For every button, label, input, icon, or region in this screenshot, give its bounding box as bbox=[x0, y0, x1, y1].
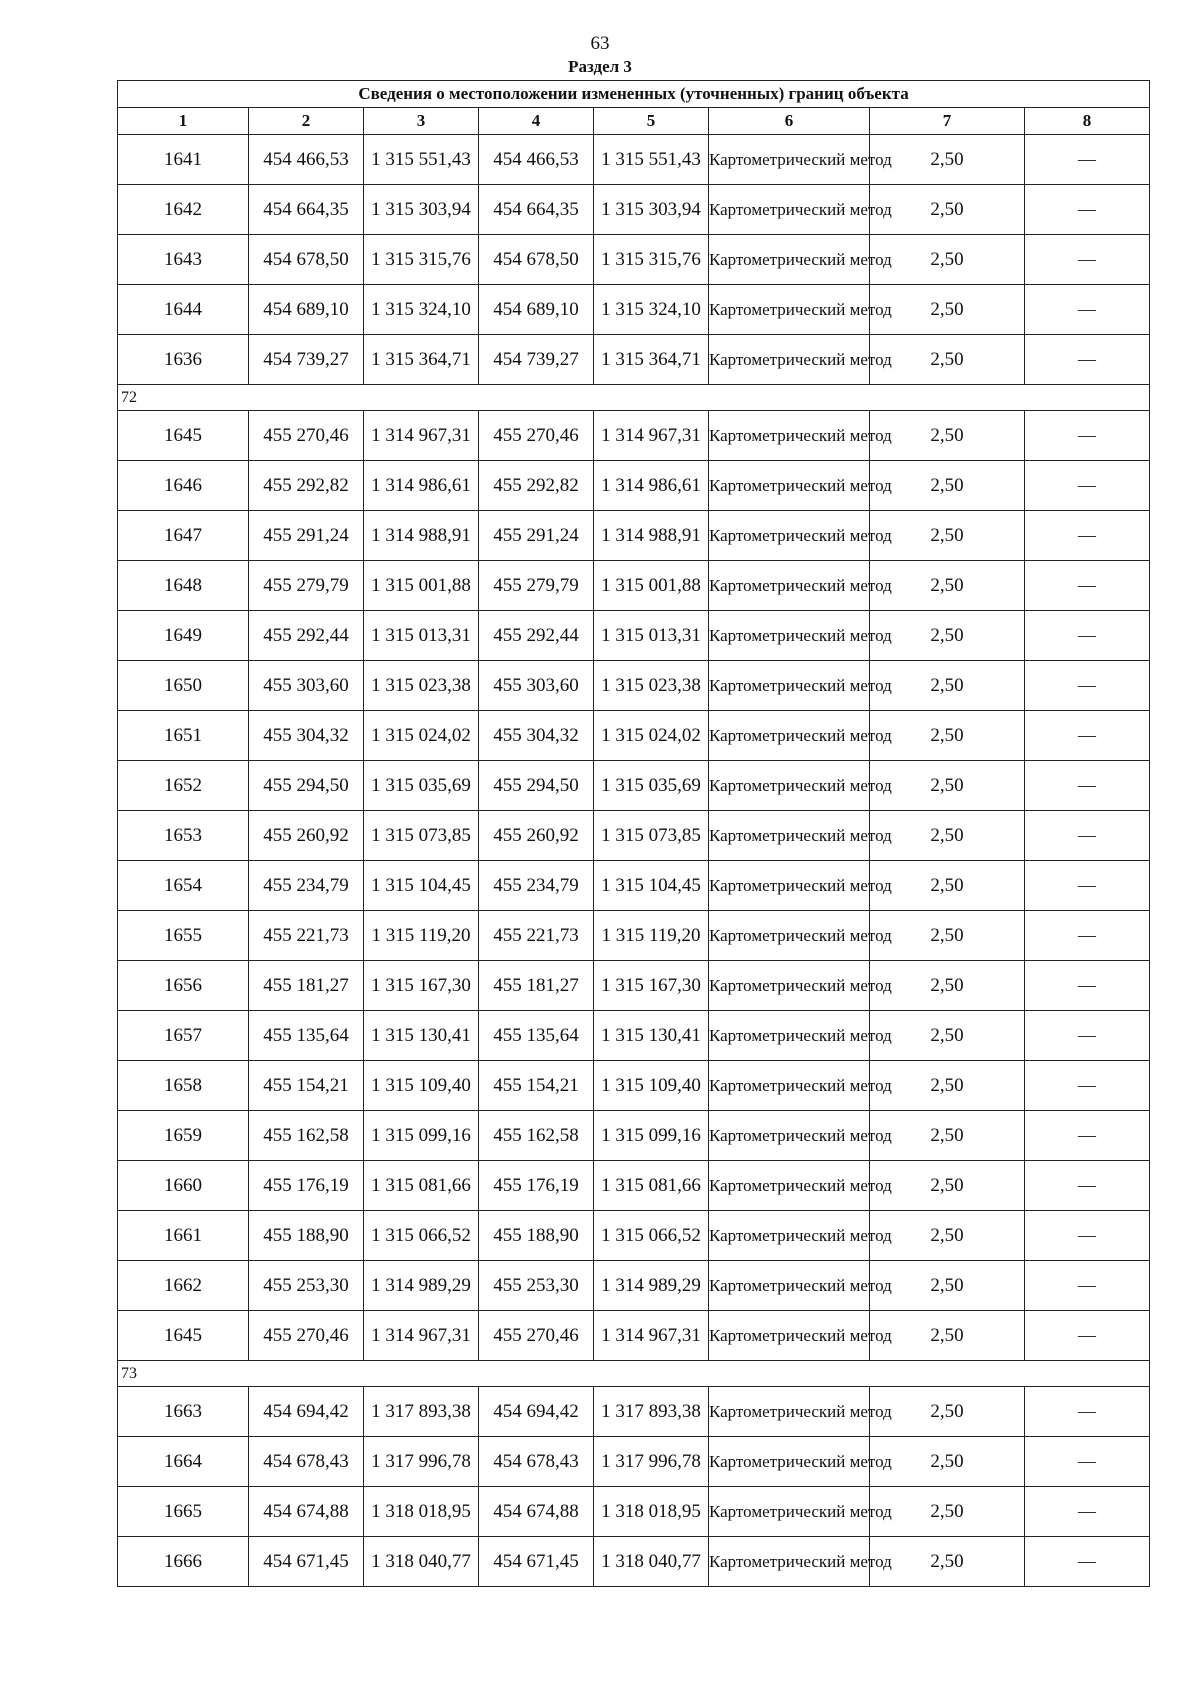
point-number-cell: 1663 bbox=[118, 1387, 249, 1437]
note-cell: — bbox=[1025, 711, 1150, 761]
point-number-cell: 1664 bbox=[118, 1437, 249, 1487]
point-number-cell: 1636 bbox=[118, 335, 249, 385]
point-number-cell: 1646 bbox=[118, 461, 249, 511]
y-coord-new-cell: 1 315 023,38 bbox=[594, 661, 709, 711]
x-coord-new-cell: 454 466,53 bbox=[479, 135, 594, 185]
table-row bbox=[118, 235, 1150, 285]
accuracy-cell: 2,50 bbox=[870, 611, 1025, 661]
x-coord-new-cell: 455 260,92 bbox=[479, 811, 594, 861]
x-coord-new-cell: 455 188,90 bbox=[479, 1211, 594, 1261]
y-coord-cell: 1 315 001,88 bbox=[364, 561, 479, 611]
point-number-cell: 1661 bbox=[118, 1211, 249, 1261]
accuracy-cell: 2,50 bbox=[870, 335, 1025, 385]
x-coord-cell: 454 689,10 bbox=[249, 285, 364, 335]
column-number-row bbox=[118, 108, 1150, 135]
y-coord-new-cell: 1 314 967,31 bbox=[594, 1311, 709, 1361]
x-coord-new-cell: 455 154,21 bbox=[479, 1061, 594, 1111]
contour-label: 72 bbox=[118, 385, 1150, 411]
table-row bbox=[118, 461, 1150, 511]
y-coord-cell: 1 318 018,95 bbox=[364, 1487, 479, 1537]
y-coord-new-cell: 1 318 040,77 bbox=[594, 1537, 709, 1587]
accuracy-cell: 2,50 bbox=[870, 1311, 1025, 1361]
method-cell: Картометрический метод bbox=[709, 1311, 870, 1361]
method-cell: Картометрический метод bbox=[709, 185, 870, 235]
table-body bbox=[118, 135, 1150, 1587]
method-cell: Картометрический метод bbox=[709, 461, 870, 511]
note-cell: — bbox=[1025, 611, 1150, 661]
x-coord-cell: 455 260,92 bbox=[249, 811, 364, 861]
x-coord-cell: 455 154,21 bbox=[249, 1061, 364, 1111]
method-cell: Картометрический метод bbox=[709, 711, 870, 761]
method-cell: Картометрический метод bbox=[709, 1537, 870, 1587]
point-number-cell: 1658 bbox=[118, 1061, 249, 1111]
point-number-cell: 1649 bbox=[118, 611, 249, 661]
note-cell: — bbox=[1025, 1111, 1150, 1161]
table-row bbox=[118, 1011, 1150, 1061]
accuracy-cell: 2,50 bbox=[870, 1011, 1025, 1061]
y-coord-cell: 1 315 024,02 bbox=[364, 711, 479, 761]
y-coord-cell: 1 315 364,71 bbox=[364, 335, 479, 385]
x-coord-cell: 455 294,50 bbox=[249, 761, 364, 811]
point-number-cell: 1657 bbox=[118, 1011, 249, 1061]
accuracy-cell: 2,50 bbox=[870, 1437, 1025, 1487]
table-row bbox=[118, 811, 1150, 861]
coordinates-table bbox=[117, 80, 1150, 1587]
y-coord-cell: 1 315 081,66 bbox=[364, 1161, 479, 1211]
point-number-cell: 1647 bbox=[118, 511, 249, 561]
note-cell: — bbox=[1025, 1437, 1150, 1487]
y-coord-cell: 1 315 130,41 bbox=[364, 1011, 479, 1061]
y-coord-new-cell: 1 315 066,52 bbox=[594, 1211, 709, 1261]
y-coord-cell: 1 317 893,38 bbox=[364, 1387, 479, 1437]
y-coord-cell: 1 315 066,52 bbox=[364, 1211, 479, 1261]
method-cell: Картометрический метод bbox=[709, 811, 870, 861]
table-row bbox=[118, 1211, 1150, 1261]
x-coord-cell: 455 303,60 bbox=[249, 661, 364, 711]
point-number-cell: 1641 bbox=[118, 135, 249, 185]
x-coord-new-cell: 455 270,46 bbox=[479, 411, 594, 461]
column-number: 6 bbox=[709, 108, 870, 135]
y-coord-new-cell: 1 314 988,91 bbox=[594, 511, 709, 561]
x-coord-cell: 455 253,30 bbox=[249, 1261, 364, 1311]
point-number-cell: 1643 bbox=[118, 235, 249, 285]
accuracy-cell: 2,50 bbox=[870, 1537, 1025, 1587]
accuracy-cell: 2,50 bbox=[870, 285, 1025, 335]
y-coord-cell: 1 315 303,94 bbox=[364, 185, 479, 235]
method-cell: Картометрический метод bbox=[709, 911, 870, 961]
x-coord-cell: 455 292,82 bbox=[249, 461, 364, 511]
y-coord-cell: 1 315 104,45 bbox=[364, 861, 479, 911]
method-cell: Картометрический метод bbox=[709, 511, 870, 561]
accuracy-cell: 2,50 bbox=[870, 761, 1025, 811]
x-coord-cell: 454 694,42 bbox=[249, 1387, 364, 1437]
y-coord-new-cell: 1 315 130,41 bbox=[594, 1011, 709, 1061]
x-coord-cell: 454 664,35 bbox=[249, 185, 364, 235]
x-coord-new-cell: 455 253,30 bbox=[479, 1261, 594, 1311]
point-number-cell: 1654 bbox=[118, 861, 249, 911]
accuracy-cell: 2,50 bbox=[870, 511, 1025, 561]
y-coord-new-cell: 1 315 073,85 bbox=[594, 811, 709, 861]
x-coord-cell: 454 739,27 bbox=[249, 335, 364, 385]
note-cell: — bbox=[1025, 561, 1150, 611]
column-number: 5 bbox=[594, 108, 709, 135]
point-number-cell: 1662 bbox=[118, 1261, 249, 1311]
note-cell: — bbox=[1025, 911, 1150, 961]
table-title-row bbox=[118, 81, 1150, 108]
table-row bbox=[118, 661, 1150, 711]
note-cell: — bbox=[1025, 511, 1150, 561]
x-coord-cell: 454 674,88 bbox=[249, 1487, 364, 1537]
y-coord-cell: 1 315 324,10 bbox=[364, 285, 479, 335]
table-row bbox=[118, 285, 1150, 335]
note-cell: — bbox=[1025, 811, 1150, 861]
table-row bbox=[118, 1437, 1150, 1487]
table-row bbox=[118, 1161, 1150, 1211]
table-row bbox=[118, 561, 1150, 611]
x-coord-cell: 455 234,79 bbox=[249, 861, 364, 911]
table-title: Сведения о местоположении измененных (уточненных) границ объекта bbox=[118, 81, 1150, 108]
table-row bbox=[118, 185, 1150, 235]
x-coord-cell: 454 466,53 bbox=[249, 135, 364, 185]
method-cell: Картометрический метод bbox=[709, 661, 870, 711]
page-number: 63 bbox=[590, 33, 610, 54]
x-coord-new-cell: 455 279,79 bbox=[479, 561, 594, 611]
point-number-cell: 1651 bbox=[118, 711, 249, 761]
point-number-cell: 1659 bbox=[118, 1111, 249, 1161]
note-cell: — bbox=[1025, 335, 1150, 385]
method-cell: Картометрический метод bbox=[709, 411, 870, 461]
point-number-cell: 1652 bbox=[118, 761, 249, 811]
point-number-cell: 1666 bbox=[118, 1537, 249, 1587]
x-coord-new-cell: 454 739,27 bbox=[479, 335, 594, 385]
accuracy-cell: 2,50 bbox=[870, 1487, 1025, 1537]
y-coord-cell: 1 314 967,31 bbox=[364, 411, 479, 461]
accuracy-cell: 2,50 bbox=[870, 711, 1025, 761]
y-coord-cell: 1 314 988,91 bbox=[364, 511, 479, 561]
note-cell: — bbox=[1025, 761, 1150, 811]
y-coord-cell: 1 317 996,78 bbox=[364, 1437, 479, 1487]
method-cell: Картометрический метод bbox=[709, 1011, 870, 1061]
x-coord-cell: 455 181,27 bbox=[249, 961, 364, 1011]
y-coord-new-cell: 1 315 109,40 bbox=[594, 1061, 709, 1111]
x-coord-cell: 454 678,50 bbox=[249, 235, 364, 285]
y-coord-new-cell: 1 315 119,20 bbox=[594, 911, 709, 961]
accuracy-cell: 2,50 bbox=[870, 561, 1025, 611]
x-coord-new-cell: 455 292,44 bbox=[479, 611, 594, 661]
y-coord-new-cell: 1 315 081,66 bbox=[594, 1161, 709, 1211]
y-coord-new-cell: 1 315 303,94 bbox=[594, 185, 709, 235]
x-coord-new-cell: 455 294,50 bbox=[479, 761, 594, 811]
x-coord-cell: 455 188,90 bbox=[249, 1211, 364, 1261]
accuracy-cell: 2,50 bbox=[870, 461, 1025, 511]
note-cell: — bbox=[1025, 1161, 1150, 1211]
method-cell: Картометрический метод bbox=[709, 561, 870, 611]
x-coord-new-cell: 455 162,58 bbox=[479, 1111, 594, 1161]
point-number-cell: 1645 bbox=[118, 1311, 249, 1361]
note-cell: — bbox=[1025, 411, 1150, 461]
table-row bbox=[118, 335, 1150, 385]
x-coord-new-cell: 455 176,19 bbox=[479, 1161, 594, 1211]
contour-label-row bbox=[118, 1361, 1150, 1387]
column-number: 7 bbox=[870, 108, 1025, 135]
column-number: 4 bbox=[479, 108, 594, 135]
table-row bbox=[118, 1487, 1150, 1537]
column-number: 1 bbox=[118, 108, 249, 135]
y-coord-new-cell: 1 315 099,16 bbox=[594, 1111, 709, 1161]
x-coord-new-cell: 455 304,32 bbox=[479, 711, 594, 761]
note-cell: — bbox=[1025, 1061, 1150, 1111]
x-coord-new-cell: 454 678,50 bbox=[479, 235, 594, 285]
table-row bbox=[118, 1387, 1150, 1437]
x-coord-cell: 455 279,79 bbox=[249, 561, 364, 611]
x-coord-cell: 454 678,43 bbox=[249, 1437, 364, 1487]
y-coord-cell: 1 314 989,29 bbox=[364, 1261, 479, 1311]
note-cell: — bbox=[1025, 1537, 1150, 1587]
note-cell: — bbox=[1025, 1011, 1150, 1061]
table-row bbox=[118, 1537, 1150, 1587]
method-cell: Картометрический метод bbox=[709, 1161, 870, 1211]
note-cell: — bbox=[1025, 1387, 1150, 1437]
x-coord-cell: 455 291,24 bbox=[249, 511, 364, 561]
note-cell: — bbox=[1025, 1211, 1150, 1261]
point-number-cell: 1644 bbox=[118, 285, 249, 335]
point-number-cell: 1656 bbox=[118, 961, 249, 1011]
y-coord-cell: 1 315 315,76 bbox=[364, 235, 479, 285]
y-coord-new-cell: 1 315 551,43 bbox=[594, 135, 709, 185]
note-cell: — bbox=[1025, 1311, 1150, 1361]
x-coord-cell: 455 270,46 bbox=[249, 1311, 364, 1361]
note-cell: — bbox=[1025, 285, 1150, 335]
y-coord-cell: 1 315 109,40 bbox=[364, 1061, 479, 1111]
table-row bbox=[118, 511, 1150, 561]
method-cell: Картометрический метод bbox=[709, 335, 870, 385]
accuracy-cell: 2,50 bbox=[870, 861, 1025, 911]
method-cell: Картометрический метод bbox=[709, 285, 870, 335]
point-number-cell: 1655 bbox=[118, 911, 249, 961]
point-number-cell: 1642 bbox=[118, 185, 249, 235]
x-coord-cell: 455 292,44 bbox=[249, 611, 364, 661]
table-row bbox=[118, 135, 1150, 185]
y-coord-cell: 1 315 119,20 bbox=[364, 911, 479, 961]
method-cell: Картометрический метод bbox=[709, 1487, 870, 1537]
accuracy-cell: 2,50 bbox=[870, 1161, 1025, 1211]
y-coord-cell: 1 315 023,38 bbox=[364, 661, 479, 711]
y-coord-cell: 1 314 967,31 bbox=[364, 1311, 479, 1361]
point-number-cell: 1665 bbox=[118, 1487, 249, 1537]
y-coord-new-cell: 1 315 167,30 bbox=[594, 961, 709, 1011]
y-coord-new-cell: 1 315 013,31 bbox=[594, 611, 709, 661]
method-cell: Картометрический метод bbox=[709, 761, 870, 811]
y-coord-new-cell: 1 315 324,10 bbox=[594, 285, 709, 335]
x-coord-cell: 455 221,73 bbox=[249, 911, 364, 961]
x-coord-new-cell: 454 674,88 bbox=[479, 1487, 594, 1537]
table-row bbox=[118, 961, 1150, 1011]
table-row bbox=[118, 911, 1150, 961]
note-cell: — bbox=[1025, 185, 1150, 235]
x-coord-cell: 455 162,58 bbox=[249, 1111, 364, 1161]
table-row bbox=[118, 761, 1150, 811]
x-coord-new-cell: 454 678,43 bbox=[479, 1437, 594, 1487]
table-row bbox=[118, 1111, 1150, 1161]
accuracy-cell: 2,50 bbox=[870, 911, 1025, 961]
column-number: 3 bbox=[364, 108, 479, 135]
table-row bbox=[118, 711, 1150, 761]
accuracy-cell: 2,50 bbox=[870, 811, 1025, 861]
y-coord-cell: 1 315 551,43 bbox=[364, 135, 479, 185]
point-number-cell: 1648 bbox=[118, 561, 249, 611]
y-coord-cell: 1 315 167,30 bbox=[364, 961, 479, 1011]
x-coord-new-cell: 454 689,10 bbox=[479, 285, 594, 335]
y-coord-cell: 1 315 099,16 bbox=[364, 1111, 479, 1161]
table-row bbox=[118, 861, 1150, 911]
x-coord-cell: 454 671,45 bbox=[249, 1537, 364, 1587]
note-cell: — bbox=[1025, 135, 1150, 185]
method-cell: Картометрический метод bbox=[709, 1261, 870, 1311]
note-cell: — bbox=[1025, 661, 1150, 711]
y-coord-cell: 1 318 040,77 bbox=[364, 1537, 479, 1587]
method-cell: Картометрический метод bbox=[709, 961, 870, 1011]
accuracy-cell: 2,50 bbox=[870, 1111, 1025, 1161]
y-coord-new-cell: 1 315 315,76 bbox=[594, 235, 709, 285]
table-row bbox=[118, 1311, 1150, 1361]
x-coord-new-cell: 455 303,60 bbox=[479, 661, 594, 711]
point-number-cell: 1650 bbox=[118, 661, 249, 711]
point-number-cell: 1653 bbox=[118, 811, 249, 861]
accuracy-cell: 2,50 bbox=[870, 1211, 1025, 1261]
x-coord-new-cell: 455 221,73 bbox=[479, 911, 594, 961]
x-coord-cell: 455 304,32 bbox=[249, 711, 364, 761]
accuracy-cell: 2,50 bbox=[870, 135, 1025, 185]
x-coord-new-cell: 455 135,64 bbox=[479, 1011, 594, 1061]
accuracy-cell: 2,50 bbox=[870, 1061, 1025, 1111]
x-coord-new-cell: 455 291,24 bbox=[479, 511, 594, 561]
section-title: Раздел 3 bbox=[568, 57, 632, 76]
x-coord-cell: 455 270,46 bbox=[249, 411, 364, 461]
y-coord-new-cell: 1 314 989,29 bbox=[594, 1261, 709, 1311]
accuracy-cell: 2,50 bbox=[870, 411, 1025, 461]
table-row bbox=[118, 411, 1150, 461]
accuracy-cell: 2,50 bbox=[870, 961, 1025, 1011]
accuracy-cell: 2,50 bbox=[870, 661, 1025, 711]
y-coord-new-cell: 1 315 001,88 bbox=[594, 561, 709, 611]
y-coord-cell: 1 315 035,69 bbox=[364, 761, 479, 811]
x-coord-new-cell: 455 292,82 bbox=[479, 461, 594, 511]
contour-label-row bbox=[118, 385, 1150, 411]
y-coord-new-cell: 1 315 035,69 bbox=[594, 761, 709, 811]
point-number-cell: 1645 bbox=[118, 411, 249, 461]
column-number: 8 bbox=[1025, 108, 1150, 135]
method-cell: Картометрический метод bbox=[709, 1061, 870, 1111]
y-coord-new-cell: 1 317 893,38 bbox=[594, 1387, 709, 1437]
x-coord-new-cell: 455 270,46 bbox=[479, 1311, 594, 1361]
method-cell: Картометрический метод bbox=[709, 1387, 870, 1437]
method-cell: Картометрический метод bbox=[709, 1437, 870, 1487]
method-cell: Картометрический метод bbox=[709, 1211, 870, 1261]
table-row bbox=[118, 611, 1150, 661]
method-cell: Картометрический метод bbox=[709, 135, 870, 185]
y-coord-new-cell: 1 314 967,31 bbox=[594, 411, 709, 461]
x-coord-cell: 455 135,64 bbox=[249, 1011, 364, 1061]
x-coord-new-cell: 454 664,35 bbox=[479, 185, 594, 235]
method-cell: Картометрический метод bbox=[709, 611, 870, 661]
accuracy-cell: 2,50 bbox=[870, 1261, 1025, 1311]
x-coord-new-cell: 455 234,79 bbox=[479, 861, 594, 911]
method-cell: Картометрический метод bbox=[709, 235, 870, 285]
accuracy-cell: 2,50 bbox=[870, 235, 1025, 285]
contour-label: 73 bbox=[118, 1361, 1150, 1387]
x-coord-new-cell: 455 181,27 bbox=[479, 961, 594, 1011]
y-coord-new-cell: 1 318 018,95 bbox=[594, 1487, 709, 1537]
y-coord-new-cell: 1 315 364,71 bbox=[594, 335, 709, 385]
y-coord-cell: 1 315 073,85 bbox=[364, 811, 479, 861]
method-cell: Картометрический метод bbox=[709, 861, 870, 911]
note-cell: — bbox=[1025, 1487, 1150, 1537]
accuracy-cell: 2,50 bbox=[870, 1387, 1025, 1437]
table-row bbox=[118, 1261, 1150, 1311]
y-coord-cell: 1 314 986,61 bbox=[364, 461, 479, 511]
y-coord-cell: 1 315 013,31 bbox=[364, 611, 479, 661]
x-coord-new-cell: 454 694,42 bbox=[479, 1387, 594, 1437]
y-coord-new-cell: 1 315 024,02 bbox=[594, 711, 709, 761]
note-cell: — bbox=[1025, 461, 1150, 511]
note-cell: — bbox=[1025, 861, 1150, 911]
accuracy-cell: 2,50 bbox=[870, 185, 1025, 235]
x-coord-new-cell: 454 671,45 bbox=[479, 1537, 594, 1587]
column-number: 2 bbox=[249, 108, 364, 135]
y-coord-new-cell: 1 317 996,78 bbox=[594, 1437, 709, 1487]
y-coord-new-cell: 1 315 104,45 bbox=[594, 861, 709, 911]
note-cell: — bbox=[1025, 235, 1150, 285]
x-coord-cell: 455 176,19 bbox=[249, 1161, 364, 1211]
point-number-cell: 1660 bbox=[118, 1161, 249, 1211]
note-cell: — bbox=[1025, 1261, 1150, 1311]
table-row bbox=[118, 1061, 1150, 1111]
note-cell: — bbox=[1025, 961, 1150, 1011]
method-cell: Картометрический метод bbox=[709, 1111, 870, 1161]
y-coord-new-cell: 1 314 986,61 bbox=[594, 461, 709, 511]
